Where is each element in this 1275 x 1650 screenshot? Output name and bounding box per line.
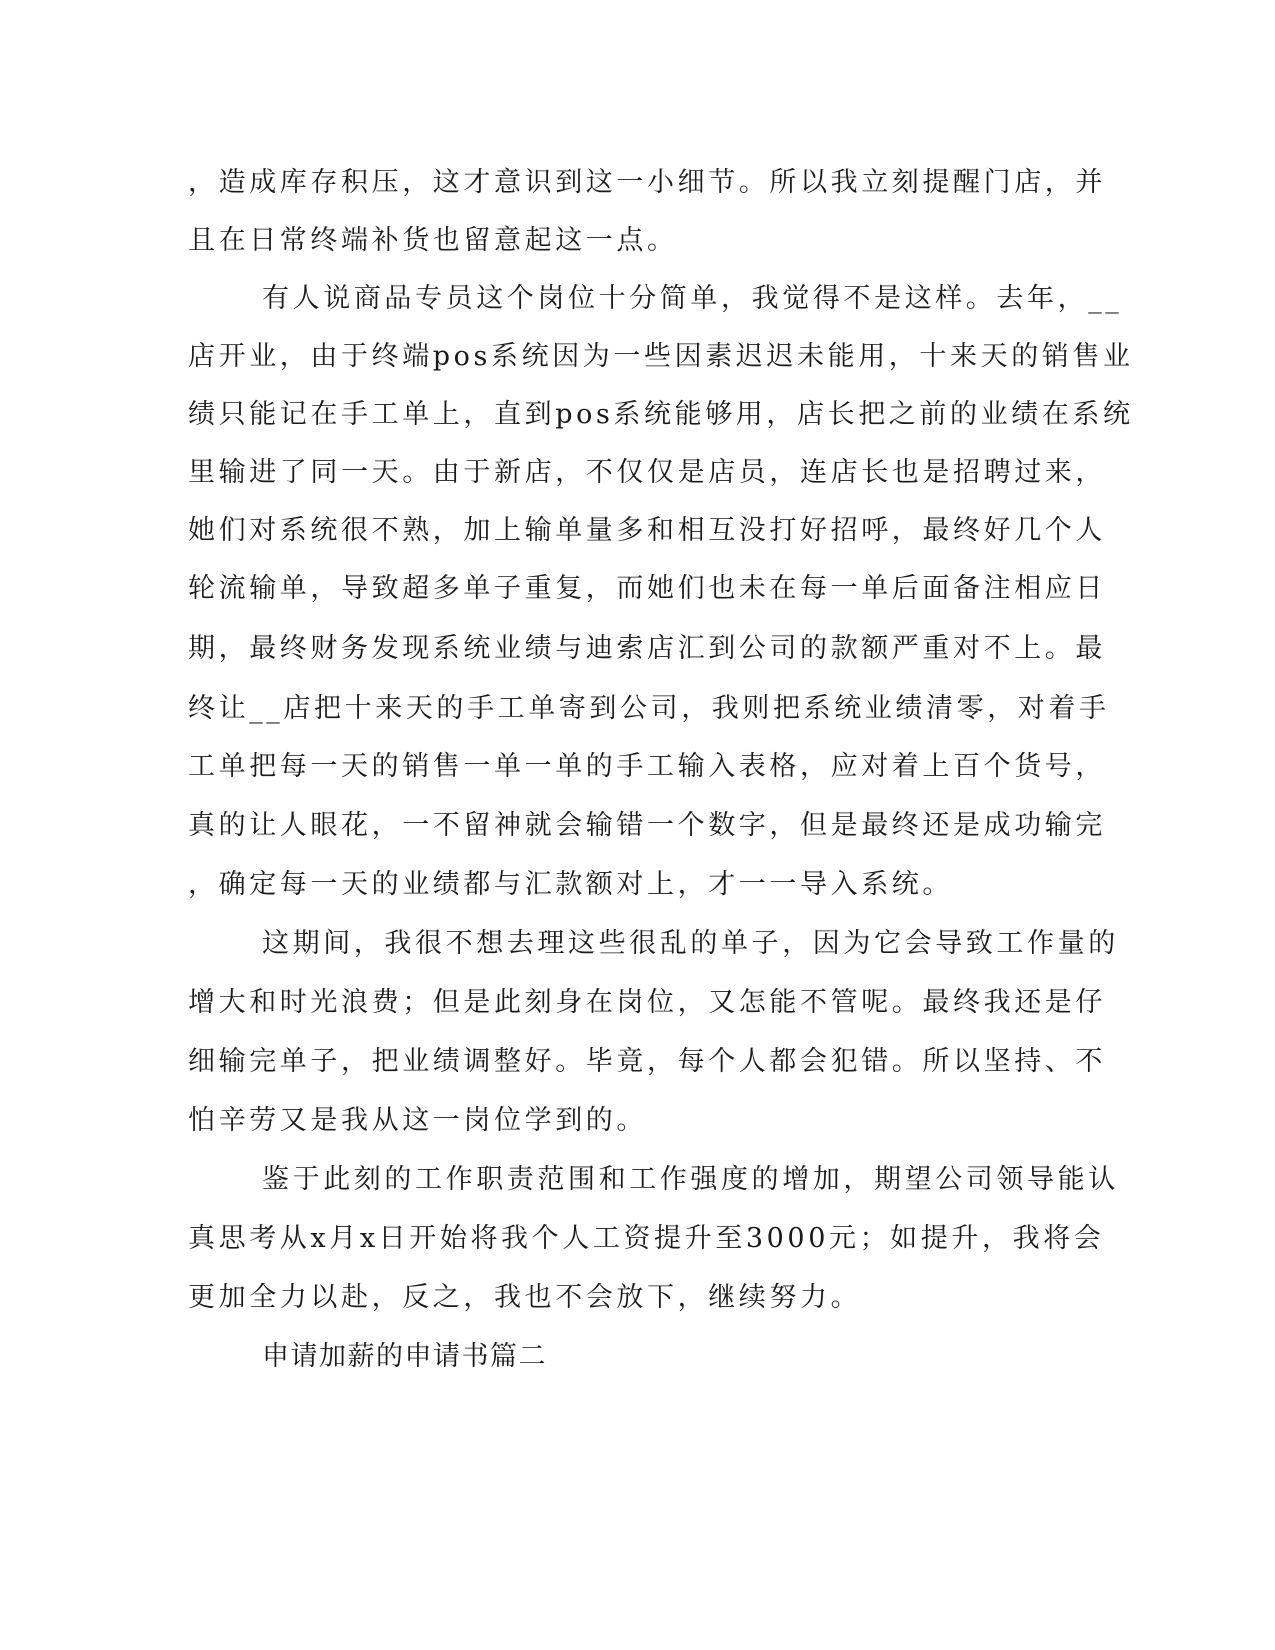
text-line: 工单把每一天的销售一单一单的手工输入表格，应对着上百个货号，	[188, 751, 1106, 782]
text-line: 终让__店把十来天的手工单寄到公司，我则把系统业绩清零，对着手	[188, 693, 1110, 724]
text-line: ，造成库存积压，这才意识到这一小细节。所以我立刻提醒门店，并	[188, 167, 1106, 198]
text-line: 绩只能记在手工单上，直到pos系统能够用，店长把之前的业绩在系统	[188, 399, 1134, 430]
text-line: 轮流输单，导致超多单子重复，而她们也未在每一单后面备注相应日	[188, 573, 1106, 604]
text-line: 细输完单子，把业绩调整好。毕竟，每个人都会犯错。所以坚持、不	[188, 1046, 1106, 1077]
text-line: 期，最终财务发现系统业绩与迪索店汇到公司的款额严重对不上。最	[188, 633, 1106, 664]
text-line: 里输进了同一天。由于新店，不仅仅是店员，连店长也是招聘过来，	[188, 457, 1106, 488]
text-line: 更加全力以赴，反之，我也不会放下，继续努力。	[188, 1282, 862, 1313]
text-line: 她们对系统很不熟，加上输单量多和相互没打好招呼，最终好几个人	[188, 515, 1106, 546]
paragraph-start-line: 鉴于此刻的工作职责范围和工作强度的增加，期望公司领导能认	[262, 1164, 1119, 1195]
text-line: 真的让人眼花，一不留神就会输错一个数字，但是最终还是成功输完	[188, 810, 1106, 841]
paragraph-start-line: 有人说商品专员这个岗位十分简单，我觉得不是这样。去年，__	[262, 283, 1123, 314]
text-line: 增大和时光浪费；但是此刻身在岗位，又怎能不管呢。最终我还是仔	[188, 987, 1106, 1018]
section-heading: 申请加薪的申请书篇二	[262, 1341, 547, 1372]
text-line: ，确定每一天的业绩都与汇款额对上，才一一导入系统。	[188, 869, 953, 900]
text-line: 怕辛劳又是我从这一岗位学到的。	[188, 1105, 647, 1136]
text-line: 店开业，由于终端pos系统因为一些因素迟迟未能用，十来天的销售业	[188, 341, 1134, 372]
text-line: 且在日常终端补货也留意起这一点。	[188, 225, 678, 256]
text-line: 真思考从x月x日开始将我个人工资提升至3000元；如提升，我将会	[188, 1223, 1105, 1254]
paragraph-start-line: 这期间，我很不想去理这些很乱的单子，因为它会导致工作量的	[262, 928, 1119, 959]
